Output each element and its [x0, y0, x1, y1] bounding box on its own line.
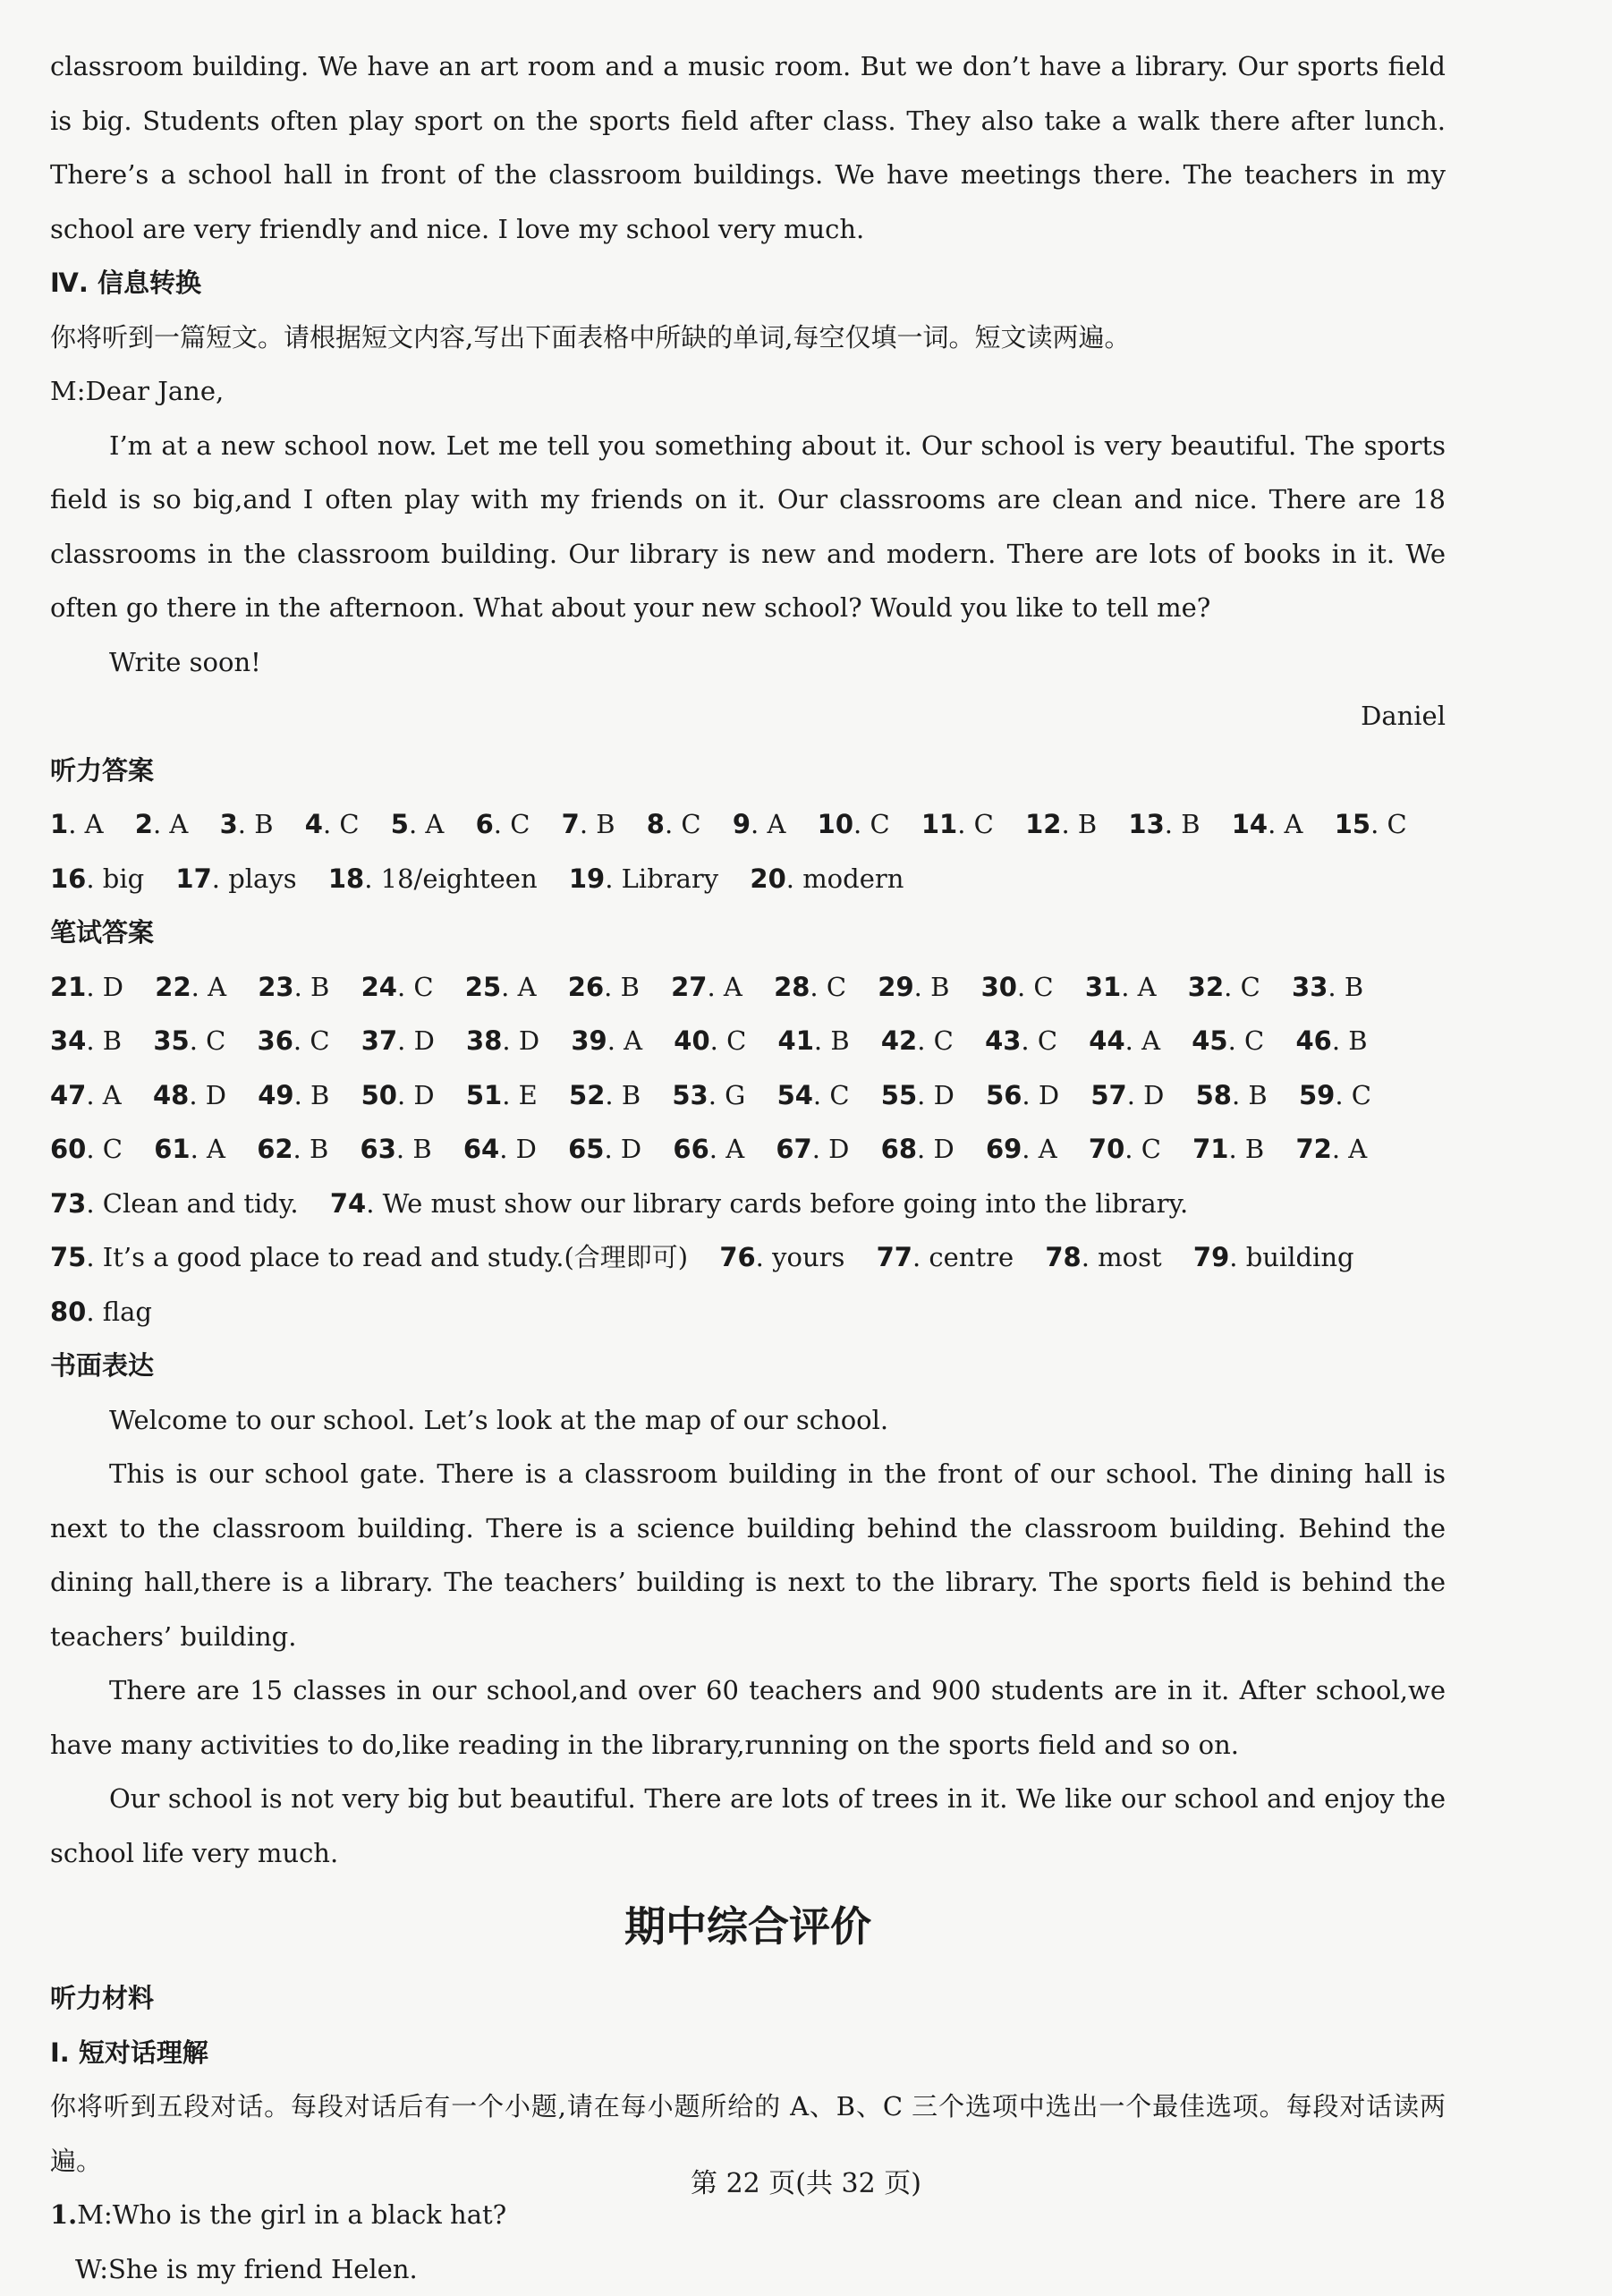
answer-number: 60: [50, 1134, 86, 1164]
answer-number: 29: [878, 972, 913, 1002]
answer-number: 25: [465, 972, 501, 1002]
answer-item: 56. D: [986, 1080, 1059, 1110]
answer-item: 1. A: [50, 809, 104, 839]
answer-value: B: [1348, 1025, 1367, 1056]
answer-value: B: [310, 1134, 328, 1164]
answer-item: 70. C: [1089, 1134, 1161, 1164]
answer-number: 22: [155, 972, 191, 1002]
answer-number: 15: [1335, 809, 1370, 839]
answer-item: 53. G: [672, 1080, 745, 1110]
answer-item: 54. C: [777, 1080, 850, 1110]
answer-number: 21: [50, 972, 86, 1002]
answer-value: D: [103, 972, 123, 1002]
answer-number: 27: [671, 972, 707, 1002]
answer-item: 23. B: [258, 972, 329, 1002]
writing-paragraph: Welcome to our school. Let’s look at the map of our school.: [50, 1393, 1446, 1448]
answer-number: 48: [153, 1080, 189, 1110]
answer-item: 47. A: [50, 1080, 122, 1110]
answer-value: C: [870, 809, 889, 839]
section-4-instruction: 你将听到一篇短文。请根据短文内容,写出下面表格中所缺的单词,每空仅填一词。短文读两遍。: [50, 310, 1446, 365]
answer-number: 9: [733, 809, 751, 839]
answer-number: 11: [921, 809, 957, 839]
answer-number: 24: [361, 972, 397, 1002]
answer-value: plays: [228, 863, 296, 894]
answer-value: A: [103, 1080, 122, 1110]
answer-value: B: [1181, 809, 1200, 839]
answer-number: 41: [778, 1025, 814, 1056]
answer-value: C: [1244, 1025, 1264, 1056]
answer-number: 55: [881, 1080, 917, 1110]
answer-number: 3: [220, 809, 238, 839]
answer-value: A: [724, 972, 742, 1002]
answer-number: 44: [1089, 1025, 1124, 1056]
answer-number: 33: [1292, 972, 1328, 1002]
answer-number: 32: [1188, 972, 1224, 1002]
listening-answers-heading: 听力答案: [50, 744, 1446, 798]
writing-paragraph: Our school is not very big but beautiful. There are lots of trees in it. We like our school and enjoy the school life very much.: [50, 1772, 1446, 1880]
answer-value: Library: [622, 863, 719, 894]
answer-item: 73. Clean and tidy.: [50, 1188, 299, 1219]
section-4-heading: Ⅳ. 信息转换: [50, 256, 1446, 310]
answer-item: 67. D: [776, 1134, 849, 1164]
answer-item: 6. C: [476, 809, 530, 839]
answer-item: 40. C: [674, 1025, 746, 1056]
answer-item: 15. C: [1335, 809, 1407, 839]
answer-number: 26: [568, 972, 604, 1002]
answer-item: 4. C: [305, 809, 360, 839]
answer-number: 10: [818, 809, 853, 839]
answer-value: B: [622, 1080, 641, 1110]
answer-value: A: [208, 972, 226, 1002]
prev-paragraph-end: classroom building. We have an art room and a music room. But we don’t have a library. Our sports field is big. Students often play sport on the sports field after class. They also take a walk there after lunch. There’s a school hall in front of the classroom buildings. We have meetings there. The teachers in my school are very friendly and nice. I love my school very much.: [50, 39, 1446, 256]
answer-value: D: [516, 1134, 537, 1164]
answer-value: A: [1348, 1134, 1367, 1164]
answer-value: C: [829, 1080, 849, 1110]
answer-item: 3. B: [220, 809, 274, 839]
question-1-number: 1.: [50, 2199, 77, 2230]
answer-number: 73: [50, 1188, 86, 1219]
answer-item: 17. plays: [175, 863, 296, 894]
answer-item: 16. big: [50, 863, 144, 894]
answer-value: D: [934, 1080, 954, 1110]
answer-number: 47: [50, 1080, 86, 1110]
page-footer: 第 22 页(共 32 页): [0, 2161, 1612, 2200]
answer-item: 61. A: [154, 1134, 225, 1164]
answer-number: 62: [257, 1134, 293, 1164]
writing-heading: 书面表达: [50, 1339, 1446, 1393]
answer-item: 24. C: [361, 972, 434, 1002]
answer-item: 26. B: [568, 972, 640, 1002]
answer-number: 78: [1045, 1242, 1081, 1272]
answer-number: 2: [135, 809, 153, 839]
answer-value: C: [510, 809, 530, 839]
answer-item: 74. We must show our library cards before going into the library.: [330, 1188, 1188, 1219]
answer-number: 42: [881, 1025, 917, 1056]
answer-value: C: [726, 1025, 746, 1056]
answer-value: C: [1387, 809, 1407, 839]
answer-number: 12: [1025, 809, 1061, 839]
answer-number: 23: [258, 972, 293, 1002]
answer-item: 46. B: [1295, 1025, 1367, 1056]
answer-value: C: [310, 1025, 329, 1056]
answer-number: 58: [1196, 1080, 1232, 1110]
answer-number: 52: [569, 1080, 605, 1110]
writing-paragraph: There are 15 classes in our school,and over 60 teachers and 900 students are in it. After school,we have many activities to do,like reading in the library,running on the sports field and so on.: [50, 1663, 1446, 1772]
answer-value: D: [413, 1080, 434, 1110]
answer-value: yours: [772, 1242, 844, 1272]
answer-item: 45. C: [1192, 1025, 1264, 1056]
answer-number: 70: [1089, 1134, 1124, 1164]
writing-paragraph: This is our school gate. There is a classroom building in the front of our school. The dining hall is next to the classroom building. There is a science building behind the classroom building. Behind the dining hall,there is a library. The teachers’ building is next to the library. The sports field is behind the teachers’ building.: [50, 1447, 1446, 1663]
answer-number: 74: [330, 1188, 366, 1219]
answer-item: 38. D: [466, 1025, 539, 1056]
answer-item: 31. A: [1085, 972, 1157, 1002]
answer-item: 57. D: [1090, 1080, 1164, 1110]
answer-number: 36: [258, 1025, 293, 1056]
answer-item: 44. A: [1089, 1025, 1160, 1056]
answer-item: 77. centre: [877, 1242, 1014, 1272]
answer-value: D: [621, 1134, 641, 1164]
answer-number: 50: [361, 1080, 397, 1110]
answer-value: C: [1141, 1134, 1161, 1164]
answer-value: 18/eighteen: [381, 863, 538, 894]
answer-item: 60. C: [50, 1134, 123, 1164]
answer-value: B: [621, 972, 640, 1002]
answer-item: 20. modern: [750, 863, 904, 894]
answer-value: We must show our library cards before going into the library.: [383, 1188, 1189, 1219]
answer-number: 80: [50, 1297, 86, 1327]
answer-number: 59: [1299, 1080, 1335, 1110]
part-1-heading: Ⅰ. 短对话理解: [50, 2026, 1446, 2080]
question-1-m-text: M:Who is the girl in a black hat?: [77, 2199, 506, 2230]
answer-number: 35: [153, 1025, 189, 1056]
answer-item: 34. B: [50, 1025, 122, 1056]
answer-number: 7: [562, 809, 580, 839]
answer-number: 56: [986, 1080, 1022, 1110]
answer-value: B: [310, 1080, 329, 1110]
answer-number: 19: [569, 863, 605, 894]
answer-number: 57: [1090, 1080, 1126, 1110]
written-answers: [50, 960, 1446, 1339]
answer-value: C: [934, 1025, 954, 1056]
answer-item: 8. C: [647, 809, 701, 839]
answer-item: 25. A: [465, 972, 537, 1002]
answer-value: A: [85, 809, 104, 839]
answer-number: 1: [50, 809, 68, 839]
answer-item: 35. C: [153, 1025, 225, 1056]
answer-item: 58. B: [1196, 1080, 1268, 1110]
answer-value: C: [1241, 972, 1260, 1002]
answer-value: B: [254, 809, 273, 839]
part-1-instruction: 你将听到五段对话。每段对话后有一个小题,请在每小题所给的 A、B、C 三个选项中选出一个最佳选项。每段对话读两遍。: [50, 2079, 1446, 2188]
answer-value: A: [624, 1025, 642, 1056]
answer-number: 31: [1085, 972, 1121, 1002]
answer-value: A: [425, 809, 444, 839]
answer-number: 39: [571, 1025, 607, 1056]
answer-number: 69: [986, 1134, 1022, 1164]
answer-value: G: [725, 1080, 745, 1110]
answer-item: 50. D: [361, 1080, 435, 1110]
answer-value: D: [206, 1080, 226, 1110]
answer-item: 22. A: [155, 972, 226, 1002]
answer-value: C: [103, 1134, 123, 1164]
answer-value: A: [169, 809, 188, 839]
content: [50, 39, 1446, 2296]
answer-number: 72: [1295, 1134, 1331, 1164]
answer-number: 5: [391, 809, 409, 839]
answer-item: 63. B: [361, 1134, 432, 1164]
answer-item: 37. D: [361, 1025, 435, 1056]
answer-item: 79. building: [1193, 1242, 1354, 1272]
answer-item: 28. C: [774, 972, 846, 1002]
answer-item: 51. E: [466, 1080, 538, 1110]
answer-value: D: [1039, 1080, 1059, 1110]
letter-signature: Daniel: [50, 689, 1446, 744]
answer-value: C: [206, 1025, 225, 1056]
answer-number: 34: [50, 1025, 86, 1056]
answer-number: 8: [647, 809, 665, 839]
answer-item: 43. C: [985, 1025, 1057, 1056]
answer-item: 68. D: [881, 1134, 954, 1164]
answer-number: 30: [981, 972, 1017, 1002]
answer-number: 20: [750, 863, 785, 894]
answer-number: 64: [463, 1134, 499, 1164]
answer-number: 49: [258, 1080, 293, 1110]
answer-value: A: [1138, 972, 1157, 1002]
answer-value: A: [1039, 1134, 1057, 1164]
answer-item: 18. 18/eighteen: [328, 863, 538, 894]
answer-item: 62. B: [257, 1134, 328, 1164]
answer-item: 5. A: [391, 809, 445, 839]
answer-value: D: [519, 1025, 539, 1056]
answer-item: 7. B: [562, 809, 615, 839]
answer-item: 65. D: [568, 1134, 641, 1164]
answer-number: 67: [776, 1134, 811, 1164]
answer-item: 10. C: [818, 809, 890, 839]
answer-number: 18: [328, 863, 364, 894]
answer-value: B: [596, 809, 615, 839]
answer-value: Clean and tidy.: [103, 1188, 299, 1219]
answer-value: B: [103, 1025, 122, 1056]
answer-number: 14: [1232, 809, 1268, 839]
answer-value: E: [519, 1080, 538, 1110]
answer-value: B: [1345, 972, 1363, 1002]
answer-value: big: [103, 863, 144, 894]
answer-number: 4: [305, 809, 323, 839]
answer-item: 42. C: [881, 1025, 954, 1056]
answer-value: B: [412, 1134, 431, 1164]
answer-number: 38: [466, 1025, 502, 1056]
answer-value: C: [413, 972, 433, 1002]
answer-value: A: [725, 1134, 744, 1164]
midterm-title: 期中综合评价: [50, 1885, 1446, 1968]
answer-item: 29. B: [878, 972, 949, 1002]
answer-number: 63: [361, 1134, 396, 1164]
answer-item: 11. C: [921, 809, 994, 839]
answer-value: D: [933, 1134, 954, 1164]
answer-value: C: [1352, 1080, 1371, 1110]
answer-item: 59. C: [1299, 1080, 1371, 1110]
answer-item: 19. Library: [569, 863, 718, 894]
answer-item: 48. D: [153, 1080, 226, 1110]
answer-item: 80. flag: [50, 1297, 152, 1327]
answer-value: A: [767, 809, 785, 839]
answer-value: C: [974, 809, 994, 839]
answer-number: 16: [50, 863, 86, 894]
answer-number: 65: [568, 1134, 604, 1164]
answer-value: C: [827, 972, 846, 1002]
answer-number: 79: [1193, 1242, 1229, 1272]
answer-item: 14. A: [1232, 809, 1303, 839]
answer-item: 13. B: [1128, 809, 1200, 839]
answer-item: 69. A: [986, 1134, 1057, 1164]
answer-item: 36. C: [258, 1025, 330, 1056]
answer-value: B: [310, 972, 329, 1002]
answer-number: 13: [1128, 809, 1164, 839]
answer-item: 2. A: [135, 809, 189, 839]
answer-item: 66. A: [673, 1134, 744, 1164]
letter-closing: Write soon!: [50, 635, 1446, 690]
answer-item: 64. D: [463, 1134, 537, 1164]
answer-number: 17: [175, 863, 211, 894]
letter-greeting: M:Dear Jane,: [50, 364, 1446, 419]
answer-item: 72. A: [1295, 1134, 1367, 1164]
answer-item: 49. B: [258, 1080, 329, 1110]
answer-value: It’s a good place to read and study.(合理即可): [103, 1242, 688, 1272]
answer-value: A: [1285, 809, 1303, 839]
answer-number: 68: [881, 1134, 917, 1164]
answer-value: building: [1246, 1242, 1354, 1272]
answer-value: A: [1141, 1025, 1160, 1056]
answer-item: 71. B: [1192, 1134, 1264, 1164]
answer-number: 51: [466, 1080, 502, 1110]
answer-number: 6: [476, 809, 494, 839]
answer-value: flag: [103, 1297, 152, 1327]
answer-item: 27. A: [671, 972, 742, 1002]
answer-value: A: [518, 972, 537, 1002]
answer-item: 12. B: [1025, 809, 1097, 839]
answer-number: 61: [154, 1134, 190, 1164]
answer-item: 41. B: [778, 1025, 850, 1056]
answer-number: 40: [674, 1025, 709, 1056]
answer-number: 46: [1295, 1025, 1331, 1056]
answer-item: 55. D: [881, 1080, 954, 1110]
answer-value: C: [339, 809, 359, 839]
answer-number: 53: [672, 1080, 708, 1110]
answer-item: 75. It’s a good place to read and study.(合理即可): [50, 1242, 688, 1272]
answer-value: D: [414, 1025, 435, 1056]
answer-value: D: [828, 1134, 849, 1164]
answer-number: 43: [985, 1025, 1021, 1056]
answer-number: 77: [877, 1242, 912, 1272]
answer-number: 66: [673, 1134, 708, 1164]
answer-value: most: [1098, 1242, 1162, 1272]
answer-value: A: [207, 1134, 225, 1164]
answer-number: 37: [361, 1025, 397, 1056]
letter-body: I’m at a new school now. Let me tell you something about it. Our school is very beautiful. The sports field is so big,and I often play with my friends on it. Our classrooms are clean and nice. There are 18 classrooms in the classroom building. Our library is new and modern. There are lots of books in it. We often go there in the afternoon. What about your new school? Would you like to tell me?: [50, 419, 1446, 635]
answer-value: B: [830, 1025, 849, 1056]
answer-value: B: [1248, 1080, 1267, 1110]
listening-answers: [50, 797, 1446, 906]
answer-value: D: [1143, 1080, 1164, 1110]
written-answers-heading: 笔试答案: [50, 906, 1446, 960]
question-1-w: W:She is my friend Helen.: [50, 2242, 1446, 2296]
answer-value: B: [1078, 809, 1097, 839]
answer-value: C: [681, 809, 700, 839]
answer-item: 52. B: [569, 1080, 641, 1110]
answer-number: 28: [774, 972, 810, 1002]
answer-item: 21. D: [50, 972, 123, 1002]
listening-material-heading: 听力材料: [50, 1971, 1446, 2026]
answer-number: 75: [50, 1242, 86, 1272]
answer-item: 30. C: [981, 972, 1054, 1002]
answer-item: 39. A: [571, 1025, 642, 1056]
answer-item: 9. A: [733, 809, 786, 839]
answer-number: 76: [719, 1242, 755, 1272]
answer-value: B: [1245, 1134, 1264, 1164]
answer-item: 32. C: [1188, 972, 1260, 1002]
answer-item: 76. yours: [719, 1242, 844, 1272]
answer-number: 71: [1192, 1134, 1228, 1164]
answer-value: centre: [929, 1242, 1014, 1272]
answer-item: 33. B: [1292, 972, 1363, 1002]
answer-number: 54: [777, 1080, 813, 1110]
answer-value: B: [930, 972, 949, 1002]
answer-value: C: [1038, 1025, 1057, 1056]
answer-item: 78. most: [1045, 1242, 1161, 1272]
answer-value: modern: [802, 863, 904, 894]
answer-number: 45: [1192, 1025, 1227, 1056]
answer-value: C: [1033, 972, 1053, 1002]
